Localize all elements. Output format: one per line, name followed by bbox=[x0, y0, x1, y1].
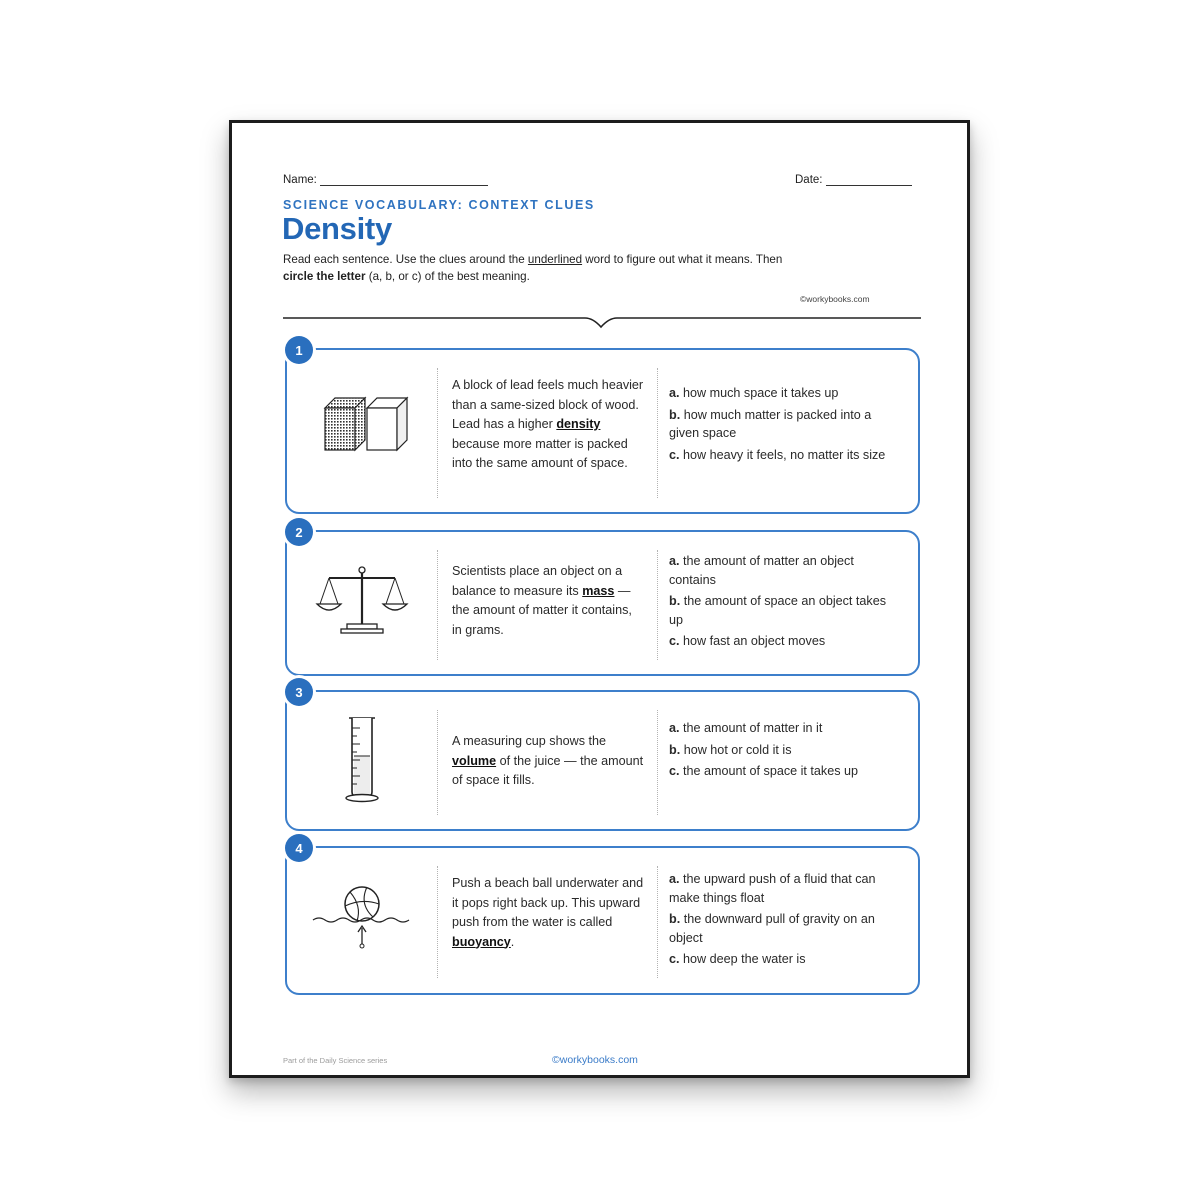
question-card-4 bbox=[285, 840, 920, 995]
question-card-1 bbox=[285, 342, 920, 514]
vocab-word: volume bbox=[452, 753, 497, 768]
question-number-badge: 2 bbox=[285, 518, 313, 546]
instructions-text-2: word to figure out what it means. Then bbox=[582, 253, 783, 266]
worksheet-title: Density bbox=[282, 211, 392, 246]
name-line bbox=[320, 173, 488, 186]
section-divider bbox=[283, 309, 921, 333]
instructions bbox=[283, 251, 923, 285]
name-label: Name: bbox=[283, 174, 317, 186]
card-divider-left bbox=[437, 710, 438, 815]
card-divider-right bbox=[657, 710, 658, 815]
question-number-badge: 4 bbox=[285, 834, 313, 862]
option-a[interactable]: a. the upward push of a fluid that can make things float bbox=[669, 872, 876, 905]
option-b[interactable]: b. the downward pull of gravity on an object bbox=[669, 912, 875, 945]
question-card-2 bbox=[285, 524, 920, 676]
option-a[interactable]: a. the amount of matter an object contains bbox=[669, 554, 854, 587]
vocab-word: density bbox=[556, 417, 601, 431]
instructions-bold: circle the letter bbox=[283, 270, 366, 283]
option-c[interactable]: c. how deep the water is bbox=[669, 952, 806, 966]
instructions-text-1: Read each sentence. Use the clues around the bbox=[283, 253, 528, 266]
worksheet-page bbox=[229, 120, 970, 1078]
option-c[interactable]: c. how heavy it feels, no matter its size bbox=[669, 447, 886, 462]
question-sentence: A measuring cup shows the volume of the juice — the amount of space it fills. bbox=[452, 734, 644, 787]
date-field bbox=[795, 173, 912, 186]
footer-site-link[interactable]: ©workybooks.com bbox=[552, 1054, 638, 1066]
vocab-word: mass bbox=[582, 583, 615, 598]
answer-options bbox=[669, 870, 901, 972]
option-c[interactable]: c. how fast an object moves bbox=[669, 634, 826, 648]
instructions-text-3: (a, b, or c) of the best meaning. bbox=[365, 270, 530, 283]
vocab-word: buoyancy bbox=[452, 934, 511, 949]
card-divider-left bbox=[437, 866, 438, 978]
question-number-badge: 1 bbox=[285, 336, 313, 364]
instructions-underlined: underlined bbox=[527, 253, 583, 266]
question-sentence: A block of lead feels much heavier than a same-sized block of wood. Lead has a higher density because more matter is packed into the same amount of space. bbox=[452, 378, 644, 470]
worksheet-kicker: SCIENCE VOCABULARY: CONTEXT CLUES bbox=[283, 198, 595, 212]
card-divider-right bbox=[657, 368, 658, 498]
date-label: Date: bbox=[795, 174, 823, 186]
graduated-cylinder-icon bbox=[307, 712, 417, 806]
question-card-3 bbox=[285, 684, 920, 831]
option-b[interactable]: b. the amount of space an object takes up bbox=[669, 594, 887, 627]
card-divider-left bbox=[437, 550, 438, 660]
option-b[interactable]: b. how hot or cold it is bbox=[669, 742, 792, 757]
footer-series-note: Part of the Daily Science series bbox=[283, 1056, 388, 1065]
card-divider-right bbox=[657, 550, 658, 660]
question-sentence: Scientists place an object on a balance to measure its mass — the amount of matter it contains, in grams. bbox=[452, 564, 632, 637]
card-divider-left bbox=[437, 368, 438, 498]
copyright-note: ©workybooks.com bbox=[800, 294, 870, 304]
card-divider-right bbox=[657, 866, 658, 978]
option-a[interactable]: a. the amount of matter in it bbox=[669, 721, 823, 735]
density-blocks-icon bbox=[307, 388, 417, 468]
option-b[interactable]: b. how much matter is packed into a given space bbox=[669, 407, 872, 440]
beach-ball-icon bbox=[307, 876, 417, 966]
name-field bbox=[283, 173, 488, 186]
answer-options bbox=[669, 552, 901, 654]
answer-options bbox=[669, 384, 901, 467]
balance-scale-icon bbox=[307, 560, 417, 640]
answer-options bbox=[669, 719, 901, 784]
option-a[interactable]: a. how much space it takes up bbox=[669, 386, 839, 400]
question-sentence: Push a beach ball underwater and it pops right back up. This upward push from the water is called buoyancy. bbox=[452, 876, 644, 949]
date-line bbox=[826, 173, 912, 186]
option-c[interactable]: c. the amount of space it takes up bbox=[669, 764, 859, 778]
question-number-badge: 3 bbox=[285, 678, 313, 706]
